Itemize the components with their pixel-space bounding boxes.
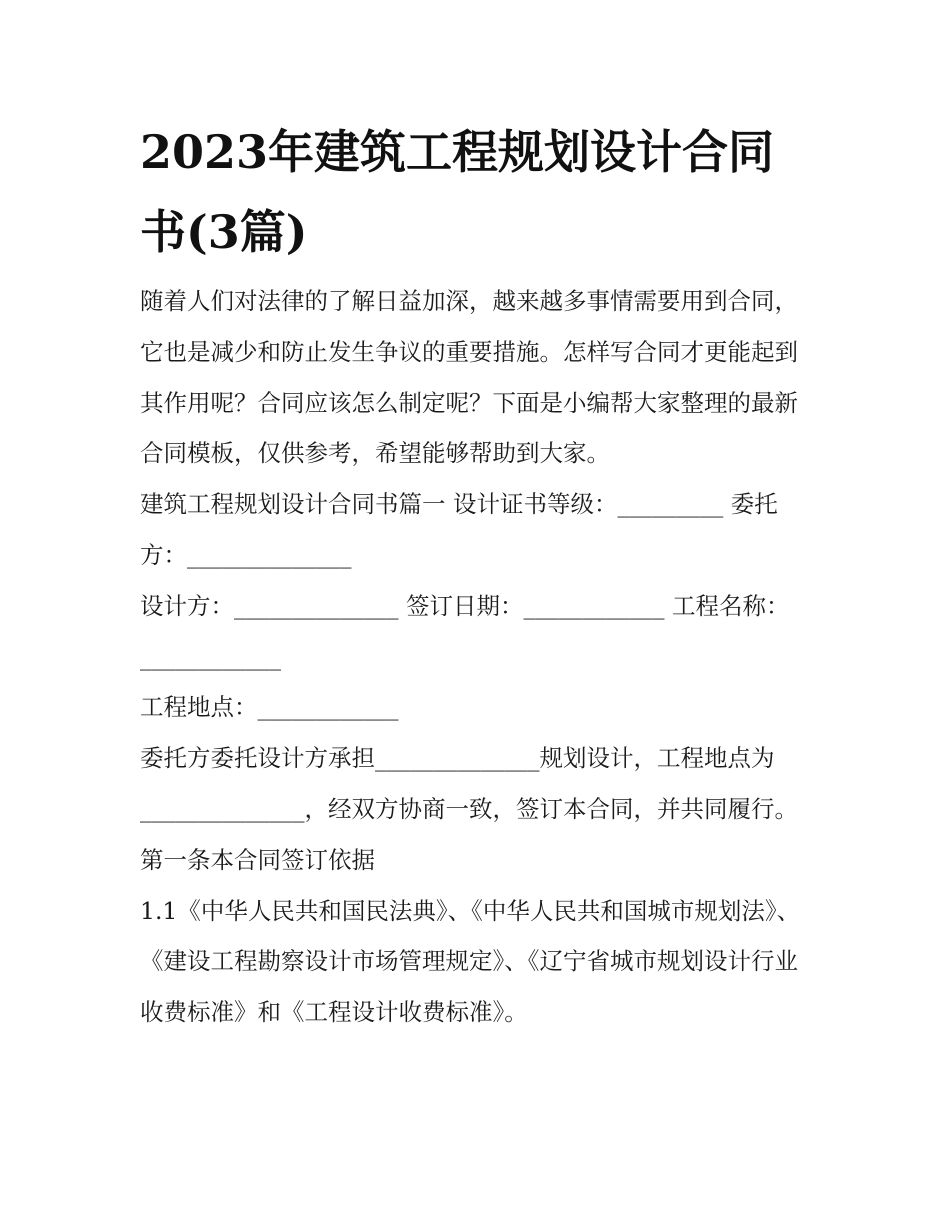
article-one-heading: 第一条本合同签订依据 xyxy=(140,845,375,874)
commission-paragraph: 委托方委托设计方承担______________规划设计，工程地点为______________，经双方协商一致，签订本合同，并共同履行。 xyxy=(140,744,798,823)
article-one-clause: 1.1《中华人民共和国民法典》、《中华人民共和国城市规划法》、《建设工程勘察设计市场管理规定》、《辽宁省城市规划设计行业收费标准》和《工程设计收费标准》。 xyxy=(140,896,801,1027)
designer-date-paragraph: 设计方：______________ 签订日期：____________ 工程名称：____________ xyxy=(140,591,790,671)
document-title: 2023年建筑工程规划设计合同书(3篇) xyxy=(140,125,775,259)
contract-header-paragraph: 建筑工程规划设计合同书篇一 设计证书等级：_________ 委托方：______________ xyxy=(140,490,778,569)
document-body xyxy=(140,276,820,1038)
project-location-paragraph: 工程地点：____________ xyxy=(140,693,399,722)
intro-paragraph: 随着人们对法律的了解日益加深，越来越多事情需要用到合同，它也是减少和防止发生争议的重要措施。怎样写合同才更能起到其作用呢？合同应该怎么制定呢？下面是小编帮大家整理的最新合同模板，仅供参考，希望能够帮助到大家。 xyxy=(140,287,798,468)
